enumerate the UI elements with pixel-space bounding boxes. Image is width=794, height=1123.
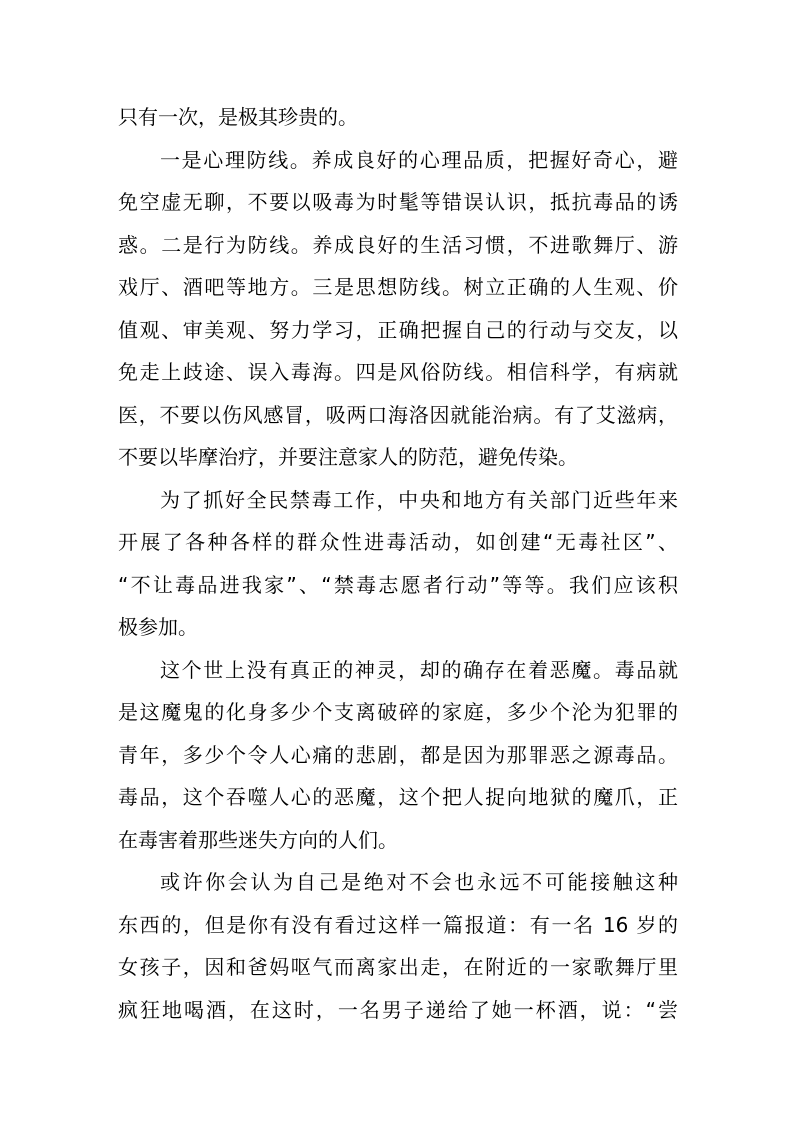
text-line: 一是心理防线。养成良好的心理品质，把握好奇心，避 bbox=[160, 147, 678, 172]
text-line: 惑。二是行为防线。养成良好的生活习惯，不进歌舞厅、游 bbox=[118, 232, 678, 257]
text-line: 极参加。 bbox=[118, 615, 198, 639]
text-line: “不让毒品进我家”、“禁毒志愿者行动”等等。我们应该积 bbox=[118, 572, 678, 597]
text-line: 东西的，但是你有没有看过这样一篇报道：有一名 16 岁的 bbox=[118, 912, 678, 937]
text-line: 是这魔鬼的化身多少个支离破碎的家庭，多少个沦为犯罪的 bbox=[118, 700, 678, 724]
text-line: 免空虚无聊，不要以吸毒为时髦等错误认识，抵抗毒品的诱 bbox=[118, 190, 678, 214]
text-line: 为了抓好全民禁毒工作，中央和地方有关部门近些年来 bbox=[160, 487, 678, 512]
text-line: 只有一次，是极其珍贵的。 bbox=[118, 105, 358, 129]
text-line: 在毒害着那些迷失方向的人们。 bbox=[118, 827, 398, 852]
body-text bbox=[118, 96, 678, 1031]
text-line: 女孩子，因和爸妈呕气而离家出走，在附近的一家歌舞厅里 bbox=[118, 955, 678, 979]
text-line: 免走上歧途、误入毒海。四是风俗防线。相信科学，有病就 bbox=[118, 360, 678, 384]
text-line: 开展了各种各样的群众性进毒活动，如创建“无毒社区”、 bbox=[118, 530, 678, 554]
text-line: 或许你会认为自己是绝对不会也永远不可能接触这种 bbox=[160, 870, 678, 894]
text-line: 值观、审美观、努力学习，正确把握自己的行动与交友，以 bbox=[118, 317, 678, 342]
text-line: 戏厅、酒吧等地方。三是思想防线。树立正确的人生观、价 bbox=[118, 275, 678, 299]
text-line: 不要以毕摩治疗，并要注意家人的防范，避免传染。 bbox=[118, 445, 578, 469]
text-line: 疯狂地喝酒，在这时，一名男子递给了她一杯酒，说：“尝 bbox=[118, 997, 678, 1022]
text-line: 这个世上没有真正的神灵，却的确存在着恶魔。毒品就 bbox=[160, 657, 678, 682]
text-line: 医，不要以伤风感冒，吸两口海洛因就能治病。有了艾滋病， bbox=[118, 402, 678, 427]
text-line: 毒品，这个吞噬人心的恶魔，这个把人捉向地狱的魔爪，正 bbox=[118, 785, 678, 809]
text-line: 青年，多少个令人心痛的悲剧，都是因为那罪恶之源毒品。 bbox=[118, 742, 678, 767]
